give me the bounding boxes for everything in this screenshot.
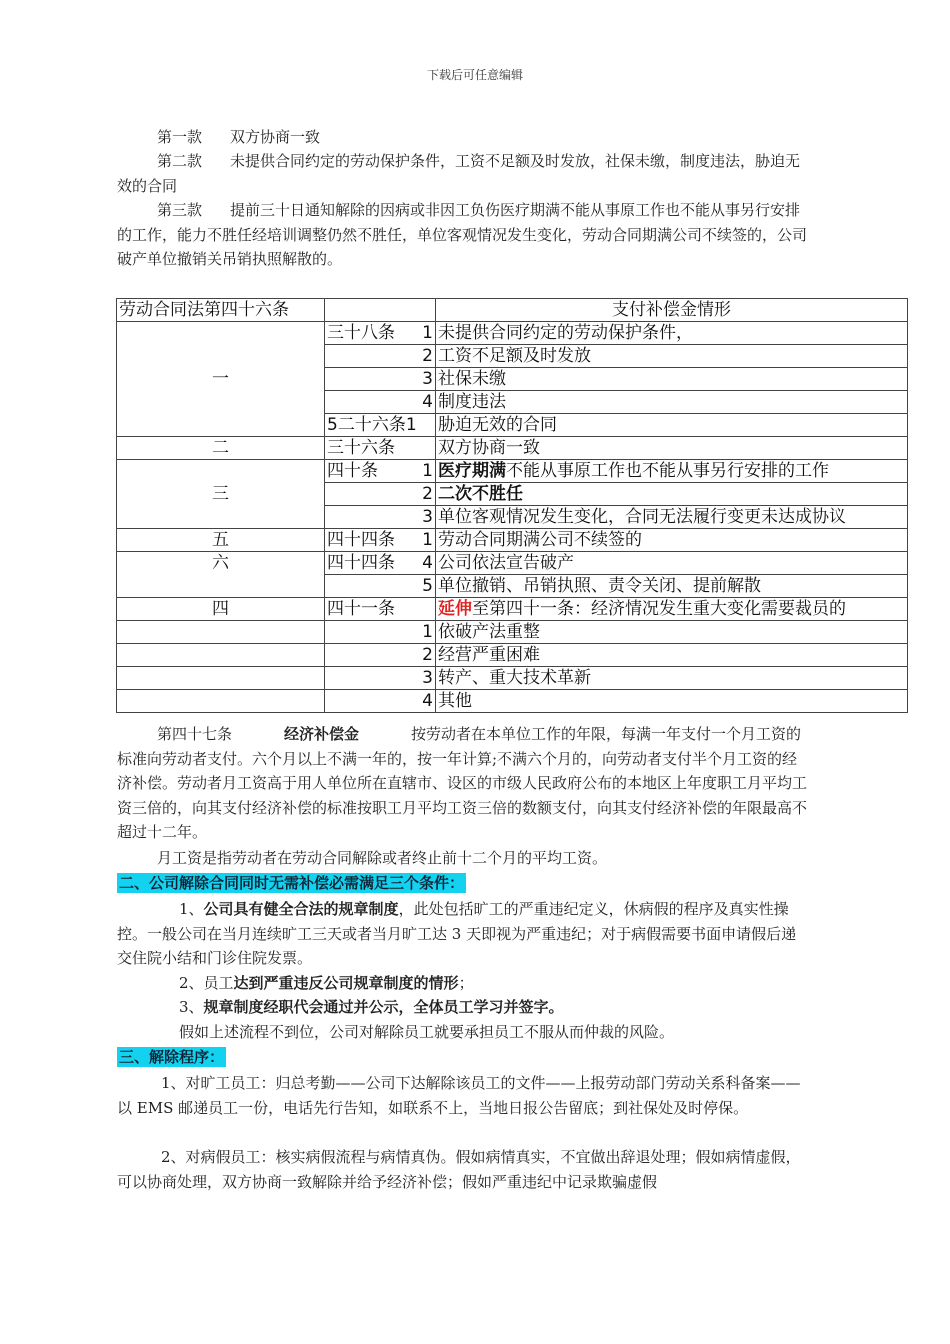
table-cell-case: 胁迫无效的合同	[436, 414, 908, 437]
table-cell-case: 单位客观情况发生变化，合同无法履行变更未达成协议	[436, 506, 908, 529]
table-cell-case: 社保未缴	[436, 368, 908, 391]
table-cell-item: 三	[117, 460, 325, 529]
table-row	[117, 598, 908, 621]
table-cell-article: 三十六条	[325, 437, 436, 460]
table-cell-case: 二次不胜任	[436, 483, 908, 506]
compensation-table	[116, 298, 908, 713]
table-row	[117, 437, 908, 460]
table-header-row	[117, 299, 908, 322]
table-cell-article: 四十一条	[325, 598, 436, 621]
table-cell-article: 5二十六条1	[325, 414, 436, 437]
table-cell-article: 三十八条 1	[325, 322, 436, 345]
table-row	[117, 667, 908, 690]
table-header-article	[325, 299, 436, 322]
table-header-law: 劳动合同法第四十六条	[117, 299, 325, 322]
table-cell-article: 3	[325, 368, 436, 391]
section-2-item-3: 3、规章制度经职代会通过并公示，全体员工学习并签字。	[179, 998, 564, 1016]
table-cell-article: 四十条 1	[325, 460, 436, 483]
table-row	[117, 621, 908, 644]
table-cell-article: 4	[325, 391, 436, 414]
table-cell-case: 单位撤销、吊销执照、责令关闭、提前解散	[436, 575, 908, 598]
table-cell-case: 制度违法	[436, 391, 908, 414]
clause-1: 第一款 双方协商一致	[157, 128, 321, 146]
table-cell-case: 工资不足额及时发放	[436, 345, 908, 368]
clause-3: 第三款 提前三十日通知解除的因病或非因工负伤医疗期满不能从事原工作也不能从事另行安排的工作，能力不胜任经培训调整仍然不胜任，单位客观情况发生变化，劳动合同期满公司不续签的，公司破产单位撤销关吊销执照解散的。	[117, 201, 808, 268]
section-2-item-2: 2、员工达到严重违反公司规章制度的情形；	[179, 974, 474, 992]
section-3-heading: 三、解除程序：	[119, 1048, 225, 1066]
table-row	[117, 322, 908, 345]
table-cell-item: 二	[117, 437, 325, 460]
table-cell-item: 四	[117, 598, 325, 621]
table-cell-case: 公司依法宣告破产	[436, 552, 908, 575]
article-47: 第四十七条 经济补偿金 按劳动者在本单位工作的年限，每满一年支付一个月工资的标准向劳动者支付。六个月以上不满一年的，按一年计算;不满六个月的，向劳动者支付半个月工资的经济补偿。劳动者月工资高于用人单位所在直辖市、设区的市级人民政府公布的本地区上年度职工月平均工资三倍的，向其支付经济补偿的标准按职工月平均工资三倍的数额支付，向其支付经济补偿的年限最高不超过十二年。	[117, 725, 808, 841]
table-cell-case: 其他	[436, 690, 908, 713]
table-cell-case: 经营严重困难	[436, 644, 908, 667]
table-cell-article: 2	[325, 644, 436, 667]
table-cell-case: 依破产法重整	[436, 621, 908, 644]
table-cell-case: 双方协商一致	[436, 437, 908, 460]
table-cell-item: 五	[117, 529, 325, 552]
table-cell-item	[117, 667, 325, 690]
table-cell-article: 1	[325, 621, 436, 644]
table-cell-item: 一	[117, 322, 325, 437]
table-cell-article: 2	[325, 483, 436, 506]
table-row	[117, 460, 908, 483]
table-row	[117, 529, 908, 552]
table-cell-article: 5	[325, 575, 436, 598]
table-row	[117, 552, 908, 575]
table-cell-case: 转产、重大技术革新	[436, 667, 908, 690]
table-cell-case: 延伸至第四十一条：经济情况发生重大变化需要裁员的	[436, 598, 908, 621]
table-cell-article: 4	[325, 690, 436, 713]
table-row	[117, 644, 908, 667]
clause-2: 第二款 未提供合同约定的劳动保护条件，工资不足额及时发放，社保未缴，制度违法，胁迫无效的合同	[117, 152, 801, 195]
table-cell-item: 六	[117, 552, 325, 598]
table-cell-case: 未提供合同约定的劳动保护条件，	[436, 322, 908, 345]
table-cell-item	[117, 621, 325, 644]
section-2-item-1: 1、公司具有健全合法的规章制度，此处包括旷工的严重违纪定义，休病假的程序及真实性操控。一般公司在当月连续旷工三天或者当月旷工达 3 天即视为严重违纪；对于病假需要书面申请假后递交住院小结和门诊住院发票。	[117, 900, 797, 967]
wage-definition: 月工资是指劳动者在劳动合同解除或者终止前十二个月的平均工资。	[157, 849, 608, 867]
table-row	[117, 690, 908, 713]
table-cell-article: 3	[325, 667, 436, 690]
table-cell-item	[117, 690, 325, 713]
table-cell-item	[117, 644, 325, 667]
table-header-cases: 支付补偿金情形	[436, 299, 908, 322]
table-cell-article: 四十四条 1	[325, 529, 436, 552]
table-cell-case: 医疗期满不能从事原工作也不能从事另行安排的工作	[436, 460, 908, 483]
table-cell-article: 2	[325, 345, 436, 368]
table-cell-article: 3	[325, 506, 436, 529]
page-header: 下载后可任意编辑	[426, 68, 523, 82]
section-2-heading: 二、公司解除合同同时无需补偿必需满足三个条件：	[119, 874, 465, 892]
section-3-item-1: 1、对旷工员工：归总考勤——公司下达解除该员工的文件——上报劳动部门劳动关系科备案——以 EMS 邮递员工一份，电话先行告知，如联系不上，当地日报公告留底；到社保处及时停保。	[117, 1074, 801, 1117]
table-cell-article: 四十四条 4	[325, 552, 436, 575]
section-2-note: 假如上述流程不到位，公司对解除员工就要承担员工不服从而仲裁的风险。	[179, 1023, 675, 1041]
table-cell-case: 劳动合同期满公司不续签的	[436, 529, 908, 552]
section-3-item-2: 2、对病假员工：核实病假流程与病情真伪。假如病情真实，不宜做出辞退处理；假如病情虚假，可以协商处理，双方协商一致解除并给予经济补偿；假如严重违纪中记录欺骗虚假	[117, 1148, 801, 1191]
